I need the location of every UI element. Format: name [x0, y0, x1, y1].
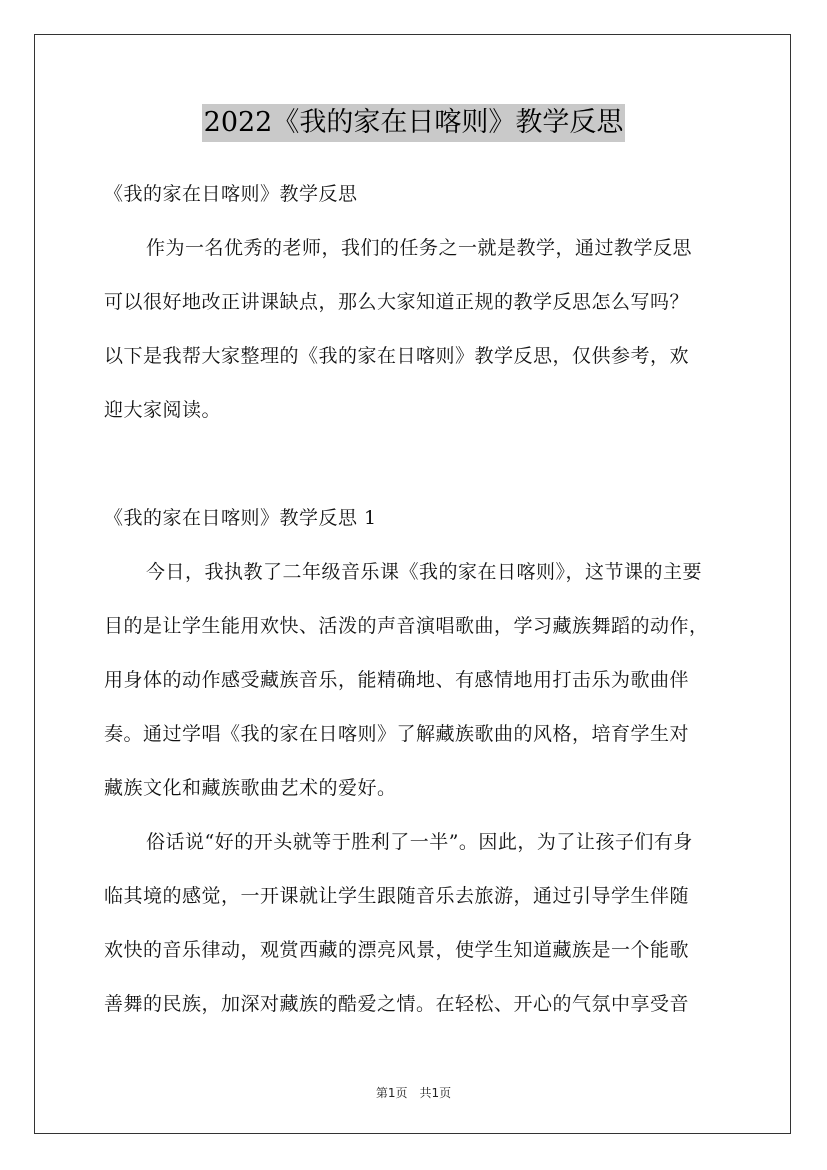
- subtitle: 《我的家在日喀则》教学反思: [104, 183, 358, 205]
- intro-line-2: 可以很好地改正讲课缺点，那么大家知道正规的教学反思怎么写吗？: [104, 291, 690, 313]
- para1-line-1: 今日，我执教了二年级音乐课《我的家在日喀则》，这节课的主要: [146, 561, 703, 583]
- document-title: 2022《我的家在日喀则》教学反思: [202, 104, 626, 142]
- para2-line-2: 临其境的感觉，一开课就让学生跟随音乐去旅游，通过引导学生伴随: [104, 885, 690, 907]
- page-footer: 第1页 共1页: [375, 1086, 452, 1100]
- intro-line-1: 作为一名优秀的老师，我们的任务之一就是教学，通过教学反思: [146, 237, 693, 259]
- para1-line-4: 奏。通过学唱《我的家在日喀则》了解藏族歌曲的风格，培育学生对: [104, 723, 690, 745]
- para2-line-3: 欢快的音乐律动，观赏西藏的漂亮风景，使学生知道藏族是一个能歌: [104, 939, 690, 961]
- section-heading-1: 《我的家在日喀则》教学反思 1: [104, 507, 377, 529]
- intro-line-3: 以下是我帮大家整理的《我的家在日喀则》教学反思，仅供参考，欢: [104, 345, 690, 367]
- title-container: [0, 104, 827, 142]
- para1-line-5: 藏族文化和藏族歌曲艺术的爱好。: [104, 777, 397, 799]
- intro-line-4: 迎大家阅读。: [104, 399, 222, 421]
- para2-line-4: 善舞的民族，加深对藏族的酷爱之情。在轻松、开心的气氛中享受音: [104, 993, 690, 1015]
- para1-line-2: 目的是让学生能用欢快、活泼的声音演唱歌曲，学习藏族舞蹈的动作，: [104, 615, 709, 637]
- para1-line-3: 用身体的动作感受藏族音乐，能精确地、有感情地用打击乐为歌曲伴: [104, 669, 690, 691]
- para2-line-1: 俗话说“好的开头就等于胜利了一半”。因此，为了让孩子们有身: [146, 831, 693, 853]
